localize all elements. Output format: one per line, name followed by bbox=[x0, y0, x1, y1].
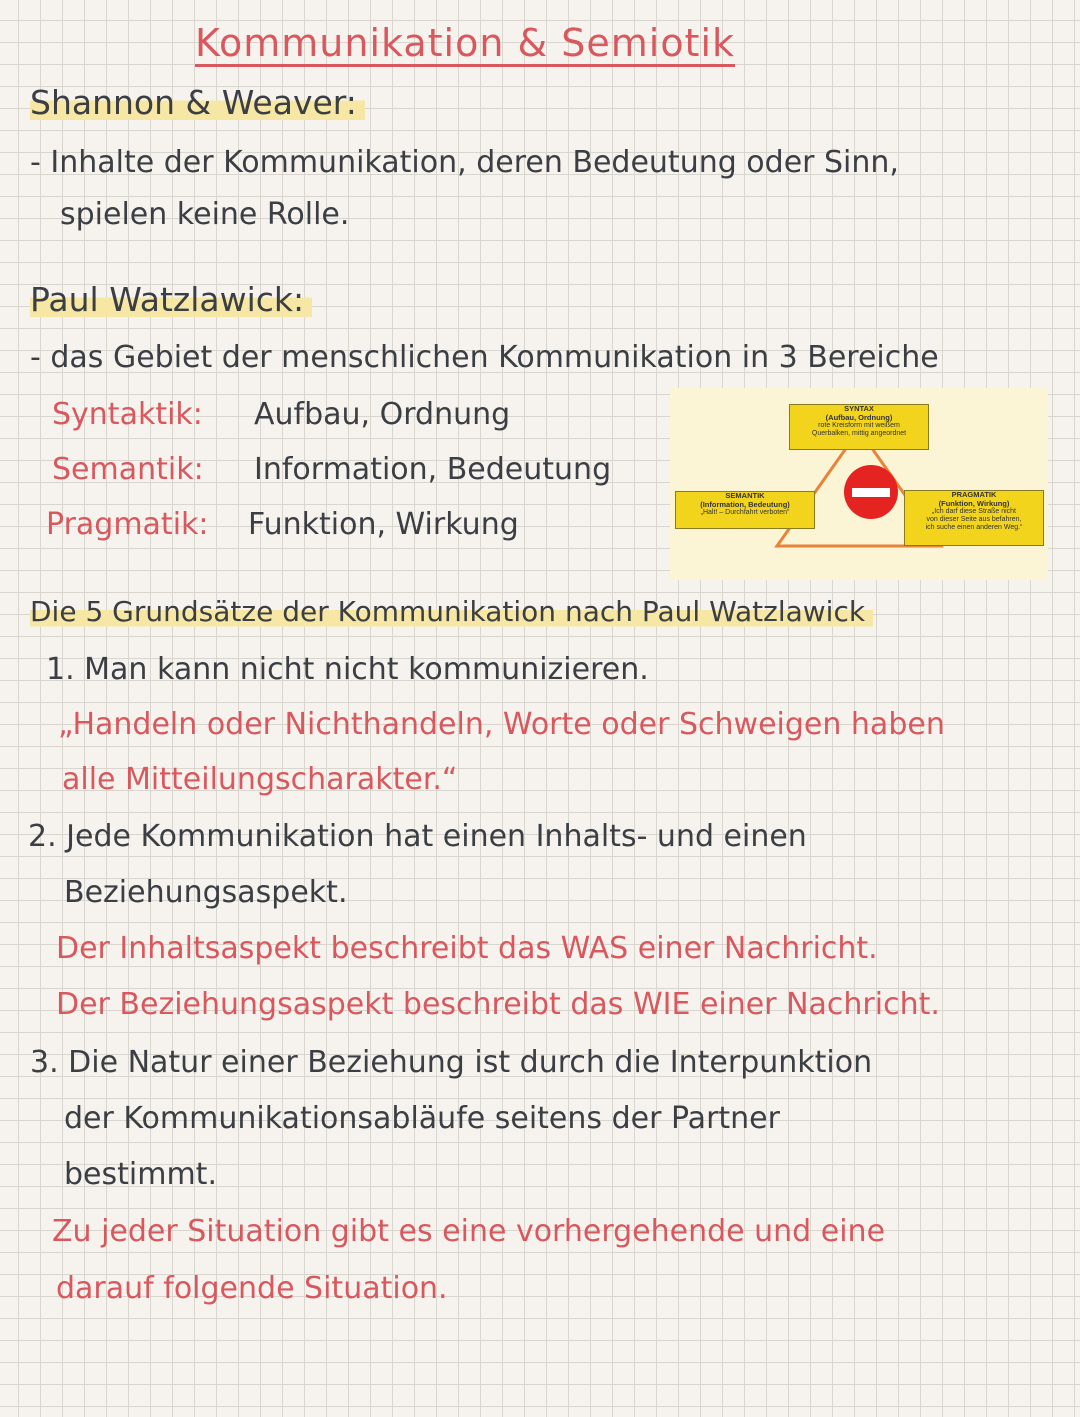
term-meaning: Information, Bedeutung bbox=[254, 452, 612, 487]
semiotic-triangle-diagram bbox=[670, 388, 1048, 580]
term-row-pragmatik bbox=[46, 507, 519, 542]
principle-3-note-2: darauf folgende Situation. bbox=[56, 1271, 448, 1306]
principle-3-line-3: bestimmt. bbox=[64, 1157, 217, 1192]
pragmatik-box: PRAGMATIK (Funktion, Wirkung) „Ich darf diese Straße nicht von dieser Seite aus befahren, ich suche einen anderen Weg.“ bbox=[904, 490, 1044, 546]
principle-2-line-2: Beziehungsaspekt. bbox=[64, 875, 348, 910]
principle-1-quote-line-1: „Handeln oder Nichthandeln, Worte oder Schweigen haben bbox=[58, 707, 945, 742]
watzlawick-intro: - das Gebiet der menschlichen Kommunikation in 3 Bereiche bbox=[30, 340, 939, 375]
page-title: Kommunikation & Semiotik bbox=[195, 21, 736, 65]
principle-3-note-1: Zu jeder Situation gibt es eine vorhergehende und eine bbox=[52, 1214, 886, 1249]
heading-shannon-weaver: Shannon & Weaver: bbox=[30, 86, 365, 119]
no-entry-bar bbox=[852, 488, 890, 497]
principle-3-line-2: der Kommunikationsabläufe seitens der Partner bbox=[64, 1101, 780, 1136]
term-meaning: Aufbau, Ordnung bbox=[254, 397, 511, 432]
shannon-text-line-2: spielen keine Rolle. bbox=[60, 197, 350, 232]
term-row-semantik bbox=[52, 452, 612, 487]
semantik-box: SEMANTIK (Information, Bedeutung) „Halt! – Durchfahrt verboten“ bbox=[675, 491, 815, 529]
term-meaning: Funktion, Wirkung bbox=[248, 507, 519, 542]
principle-2-note-1: Der Inhaltsaspekt beschreibt das WAS einer Nachricht. bbox=[56, 931, 878, 966]
heading-grundsaetze: Die 5 Grundsätze der Kommunikation nach Paul Watzlawick bbox=[30, 598, 873, 626]
principle-3-line-1: 3. Die Natur einer Beziehung ist durch die Interpunktion bbox=[30, 1045, 873, 1080]
term-label: Semantik: bbox=[52, 452, 204, 487]
syntax-box: SYNTAX (Aufbau, Ordnung) rote Kreisform mit weißem Querbalken, mittig angeordnet bbox=[789, 404, 929, 450]
heading-watzlawick: Paul Watzlawick: bbox=[30, 283, 312, 316]
principle-1: 1. Man kann nicht nicht kommunizieren. bbox=[46, 652, 649, 687]
term-row-syntaktik bbox=[52, 397, 511, 432]
principle-2-line-1: 2. Jede Kommunikation hat einen Inhalts- und einen bbox=[28, 819, 807, 854]
principle-1-quote-line-2: alle Mitteilungscharakter.“ bbox=[62, 762, 458, 797]
term-label: Syntaktik: bbox=[52, 397, 203, 432]
term-label: Pragmatik: bbox=[46, 507, 209, 542]
shannon-text-line-1: - Inhalte der Kommunikation, deren Bedeutung oder Sinn, bbox=[30, 145, 899, 180]
principle-2-note-2: Der Beziehungsaspekt beschreibt das WIE einer Nachricht. bbox=[56, 987, 940, 1022]
